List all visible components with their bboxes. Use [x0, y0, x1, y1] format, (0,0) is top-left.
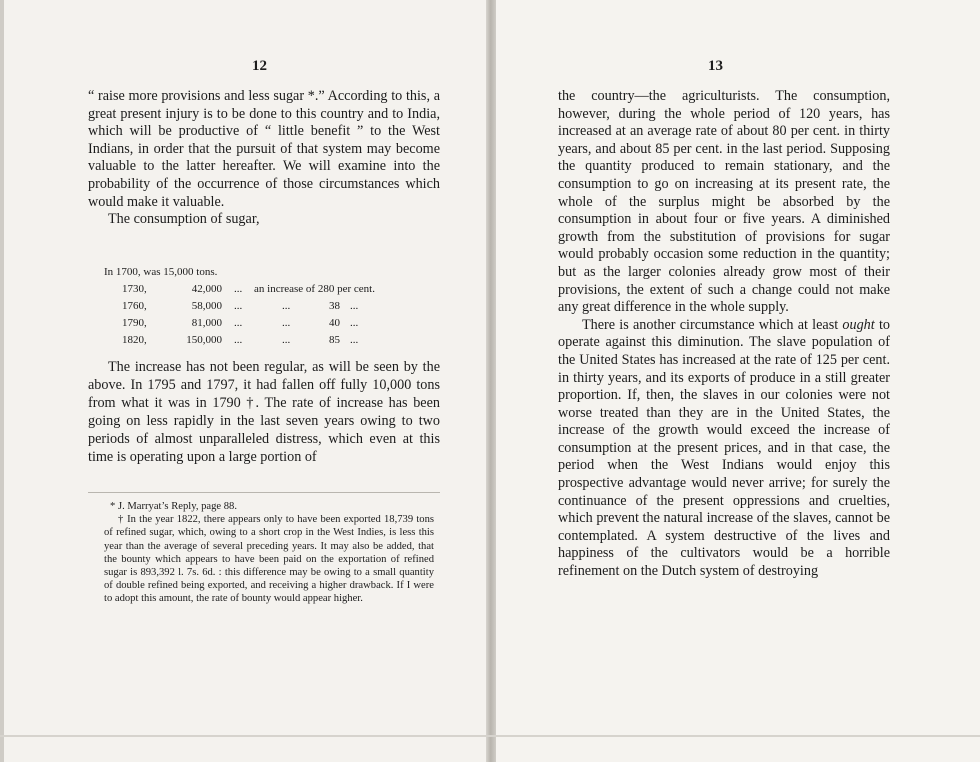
table-dots: ...: [234, 317, 243, 329]
right-paragraph-2-start: There is another circumstance which at least: [582, 316, 843, 333]
table-dots: ...: [234, 300, 243, 312]
table-dots: ...: [282, 300, 291, 312]
footnote-1: * J. Marryat’s Reply, page 88.: [110, 501, 238, 512]
table-tons: 81,000: [191, 317, 222, 329]
right-page-number: 13: [708, 58, 723, 74]
table-tons: 58,000: [191, 300, 222, 312]
footnote-divider: [88, 492, 440, 493]
table-percent: 38: [329, 300, 340, 312]
book-gutter: [486, 0, 496, 762]
page-edge: [0, 0, 4, 762]
table-tons: 42,000: [191, 283, 222, 295]
table-year: 1760,: [122, 300, 147, 312]
table-dots: ...: [234, 283, 243, 295]
table-tons: 150,000: [186, 334, 222, 346]
left-paragraph-1: “ raise more provisions and less sugar *.” According to this, a great present injury is to be done to this country and to India, which will be productive of “ little benefit ” to the West Indians, in order that the pursuit of that system may become valuable to the latter hereafter. We will examine into the probability of the occurrence of those circumstances which would make it valuable.: [88, 88, 440, 210]
emphasis-ought: ought: [842, 316, 875, 333]
right-body-text: [558, 88, 890, 581]
sugar-consumption-table: [104, 264, 428, 349]
table-dots: ...: [350, 334, 359, 346]
page-bottom-edge: [0, 735, 980, 737]
table-row: [104, 298, 428, 315]
left-body-text: [88, 88, 440, 229]
table-row: [104, 264, 428, 281]
table-year: 1790,: [122, 317, 147, 329]
table-row: [104, 315, 428, 332]
table-percent: 40: [329, 317, 340, 329]
table-percent: 85: [329, 334, 340, 346]
table-increase-label: an increase of 280 per cent.: [254, 283, 375, 295]
left-page-number: 12: [252, 58, 267, 74]
table-dots: ...: [282, 334, 291, 346]
table-year: 1820,: [122, 334, 147, 346]
footnotes: [104, 500, 434, 606]
table-row: [104, 332, 428, 349]
table-dots: ...: [350, 300, 359, 312]
left-paragraph-2: The consumption of sugar,: [108, 211, 260, 228]
table-dots: ...: [350, 317, 359, 329]
footnote-2: † In the year 1822, there appears only to have been exported 18,739 tons of refined sugar, which, owing to a short crop in the West Indies, is less this year than the average of several preceding years. It may also be added, that the bounty which appears to have been paid on the exportation of refined sugar is 893,392 l. 7s. 6d. : this difference may be owing to a small quantity of double refined being exported, and receiving a higher drawback. If I were to adopt this amount, the rate of bounty would appear higher.: [104, 514, 434, 605]
left-paragraph-3: The increase has not been regular, as will be seen by the above. In 1795 and 1797, it had fallen off fully 10,000 tons from what it was in 1790 †. The rate of increase has been going on less rapidly in the last seven years owing to two periods of almost unparalleled distress, which even at this time is operating upon a large portion of: [88, 359, 440, 465]
table-first-row: In 1700, was 15,000 tons.: [104, 266, 218, 278]
table-dots: ...: [282, 317, 291, 329]
right-paragraph-1: the country—the agriculturists. The consumption, however, during the whole period of 120 years, has increased at an average rate of about 80 per cent. in thirty years, and about 85 per cent. in the last period. Supposing the quantity produced to remain stationary, and the consumption to go on increasing at its present rate, the whole of the surplus might be absorbed by the consumption in about four or five years. A diminished growth from the substitution of provisions for sugar would probably occasion some reduction in the quantity; but as the larger colonies already grow most of their provisions, the extent of such a change could not make any great difference in the whole supply.: [558, 88, 890, 316]
table-row: [104, 281, 428, 298]
table-year: 1730,: [122, 283, 147, 295]
left-body-text-continued: [88, 358, 440, 466]
right-paragraph-2: [558, 317, 890, 581]
right-paragraph-2-rest: to operate against this diminution. The slave population of the United States has increased at the rate of 125 per cent. in thirty years, and its exports of produce in a still greater proportion. If, then, the slaves in our colonies were not worse treated than they are in the United States, the increase of the growth would exceed the increase of consumption at the present prices, and in that case, the period when the West Indians would enjoy this prospective advantage would never arrive; for surely the continuance of the present oppressions and cruelties, which prevent the natural increase of the slaves, cannot be contemplated. A system destructive of the lives and happiness of the cultivators would be a horrible refinement on the Dutch system of destroying: [558, 316, 890, 580]
table-dots: ...: [234, 334, 243, 346]
